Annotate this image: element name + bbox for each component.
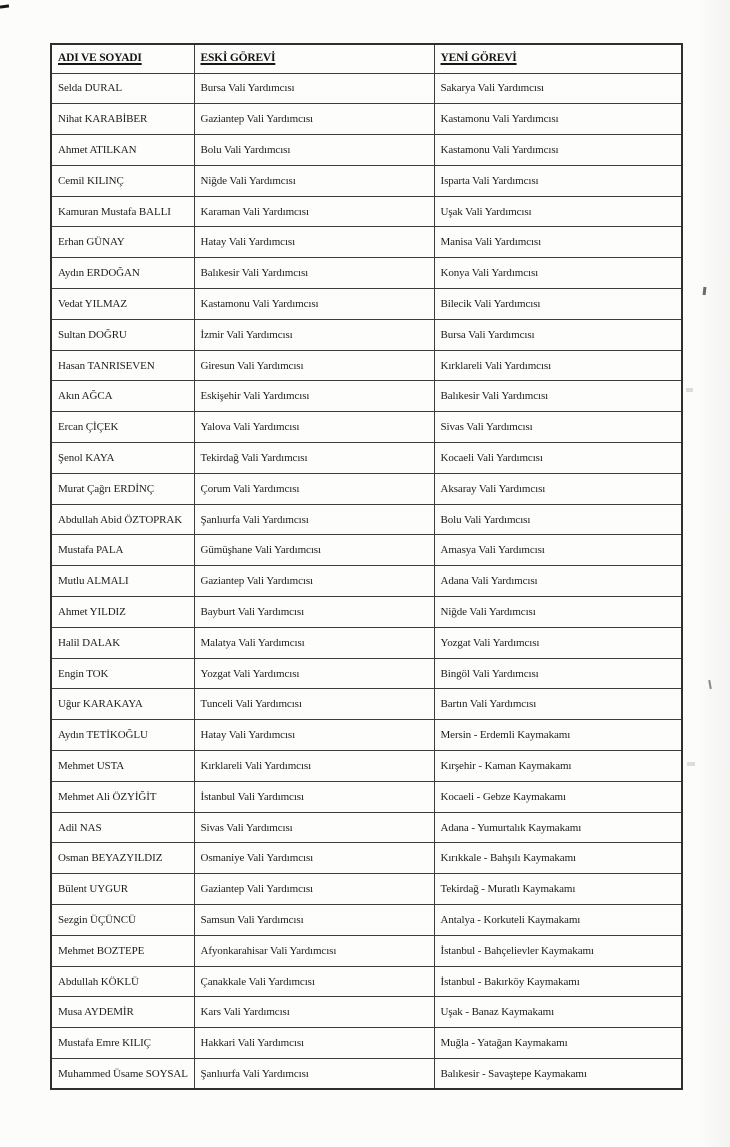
- table-cell-name: Musa AYDEMİR: [51, 997, 194, 1028]
- table-cell-name: Sezgin ÜÇÜNCÜ: [51, 905, 194, 936]
- table-cell-name: Adil NAS: [51, 812, 194, 843]
- table-row: [51, 1059, 682, 1090]
- table-cell-eski-gorevi: Gümüşhane Vali Yardımcısı: [194, 535, 434, 566]
- table-cell-eski-gorevi: Sivas Vali Yardımcısı: [194, 812, 434, 843]
- table-cell-yeni-gorevi: Balıkesir - Savaştepe Kaymakamı: [434, 1059, 682, 1090]
- table-row: [51, 381, 682, 412]
- table-cell-name: Vedat YILMAZ: [51, 289, 194, 320]
- column-header-label: YENİ GÖREVİ: [440, 51, 517, 64]
- table-row: [51, 443, 682, 474]
- table-cell-name: Aydın ERDOĞAN: [51, 258, 194, 289]
- table-cell-yeni-gorevi: Yozgat Vali Yardımcısı: [434, 627, 682, 658]
- table-cell-yeni-gorevi: Sakarya Vali Yardımcısı: [434, 73, 682, 104]
- table-cell-name: Halil DALAK: [51, 627, 194, 658]
- table-cell-eski-gorevi: Bayburt Vali Yardımcısı: [194, 597, 434, 628]
- table-cell-eski-gorevi: Şanlıurfa Vali Yardımcısı: [194, 1059, 434, 1090]
- table-row: [51, 412, 682, 443]
- table-row: [51, 289, 682, 320]
- table-row: [51, 597, 682, 628]
- table-row: [51, 566, 682, 597]
- table-cell-yeni-gorevi: Bolu Vali Yardımcısı: [434, 504, 682, 535]
- table-cell-yeni-gorevi: İstanbul - Bakırköy Kaymakamı: [434, 966, 682, 997]
- column-header-eski-gorevi: [194, 44, 434, 73]
- table-row: [51, 905, 682, 936]
- table-cell-eski-gorevi: Hakkari Vali Yardımcısı: [194, 1028, 434, 1059]
- table-cell-yeni-gorevi: Bilecik Vali Yardımcısı: [434, 289, 682, 320]
- table-cell-yeni-gorevi: Adana - Yumurtalık Kaymakamı: [434, 812, 682, 843]
- table-cell-yeni-gorevi: Muğla - Yatağan Kaymakamı: [434, 1028, 682, 1059]
- table-cell-yeni-gorevi: Sivas Vali Yardımcısı: [434, 412, 682, 443]
- table-cell-yeni-gorevi: Antalya - Korkuteli Kaymakamı: [434, 905, 682, 936]
- table-row: [51, 535, 682, 566]
- table-cell-name: Erhan GÜNAY: [51, 227, 194, 258]
- scan-artifact-top-left: [0, 4, 9, 8]
- table-cell-eski-gorevi: Kırklareli Vali Yardımcısı: [194, 751, 434, 782]
- table-cell-name: Mehmet Ali ÖZYİĞİT: [51, 781, 194, 812]
- table-cell-eski-gorevi: Gaziantep Vali Yardımcısı: [194, 566, 434, 597]
- table-cell-name: Nihat KARABİBER: [51, 104, 194, 135]
- table-cell-name: Mustafa PALA: [51, 535, 194, 566]
- table-cell-yeni-gorevi: Bursa Vali Yardımcısı: [434, 319, 682, 350]
- table-row: [51, 658, 682, 689]
- table-header-row: [51, 44, 682, 73]
- table-cell-name: Şenol KAYA: [51, 443, 194, 474]
- table-row: [51, 319, 682, 350]
- table-cell-name: Abdullah Abid ÖZTOPRAK: [51, 504, 194, 535]
- table-cell-yeni-gorevi: Kocaeli - Gebze Kaymakamı: [434, 781, 682, 812]
- table-cell-name: Engin TOK: [51, 658, 194, 689]
- table-row: [51, 350, 682, 381]
- table-cell-eski-gorevi: Kastamonu Vali Yardımcısı: [194, 289, 434, 320]
- table-row: [51, 104, 682, 135]
- table-cell-eski-gorevi: Şanlıurfa Vali Yardımcısı: [194, 504, 434, 535]
- table-row: [51, 781, 682, 812]
- table-cell-yeni-gorevi: Uşak - Banaz Kaymakamı: [434, 997, 682, 1028]
- table-cell-yeni-gorevi: Kastamonu Vali Yardımcısı: [434, 135, 682, 166]
- table-row: [51, 196, 682, 227]
- table-cell-yeni-gorevi: Uşak Vali Yardımcısı: [434, 196, 682, 227]
- table-cell-name: Uğur KARAKAYA: [51, 689, 194, 720]
- table-cell-yeni-gorevi: Tekirdağ - Muratlı Kaymakamı: [434, 874, 682, 905]
- table-row: [51, 504, 682, 535]
- table-cell-eski-gorevi: Eskişehir Vali Yardımcısı: [194, 381, 434, 412]
- table-cell-name: Mutlu ALMALI: [51, 566, 194, 597]
- table-cell-eski-gorevi: Yozgat Vali Yardımcısı: [194, 658, 434, 689]
- table-cell-name: Mehmet BOZTEPE: [51, 935, 194, 966]
- table-cell-eski-gorevi: Giresun Vali Yardımcısı: [194, 350, 434, 381]
- table-cell-eski-gorevi: Çorum Vali Yardımcısı: [194, 473, 434, 504]
- table-cell-eski-gorevi: Yalova Vali Yardımcısı: [194, 412, 434, 443]
- table-cell-yeni-gorevi: Isparta Vali Yardımcısı: [434, 165, 682, 196]
- table-cell-yeni-gorevi: Kırklareli Vali Yardımcısı: [434, 350, 682, 381]
- table-cell-yeni-gorevi: Kocaeli Vali Yardımcısı: [434, 443, 682, 474]
- table-row: [51, 997, 682, 1028]
- table-cell-eski-gorevi: Karaman Vali Yardımcısı: [194, 196, 434, 227]
- table-row: [51, 227, 682, 258]
- table-cell-yeni-gorevi: Adana Vali Yardımcısı: [434, 566, 682, 597]
- table-cell-name: Kamuran Mustafa BALLI: [51, 196, 194, 227]
- table-cell-name: Sultan DOĞRU: [51, 319, 194, 350]
- table-row: [51, 165, 682, 196]
- table-cell-name: Mehmet USTA: [51, 751, 194, 782]
- table-cell-eski-gorevi: Gaziantep Vali Yardımcısı: [194, 104, 434, 135]
- table-cell-eski-gorevi: Tekirdağ Vali Yardımcısı: [194, 443, 434, 474]
- table-cell-eski-gorevi: Kars Vali Yardımcısı: [194, 997, 434, 1028]
- table-row: [51, 73, 682, 104]
- table-row: [51, 966, 682, 997]
- table-cell-yeni-gorevi: Mersin - Erdemli Kaymakamı: [434, 720, 682, 751]
- table-cell-eski-gorevi: Samsun Vali Yardımcısı: [194, 905, 434, 936]
- table-cell-yeni-gorevi: Niğde Vali Yardımcısı: [434, 597, 682, 628]
- table-cell-name: Osman BEYAZYILDIZ: [51, 843, 194, 874]
- table-cell-name: Selda DURAL: [51, 73, 194, 104]
- table-cell-yeni-gorevi: Kastamonu Vali Yardımcısı: [434, 104, 682, 135]
- table-cell-eski-gorevi: Osmaniye Vali Yardımcısı: [194, 843, 434, 874]
- table-row: [51, 935, 682, 966]
- scan-artifact-right-margin-4: [708, 680, 712, 689]
- table-cell-eski-gorevi: Çanakkale Vali Yardımcısı: [194, 966, 434, 997]
- table-cell-yeni-gorevi: Bingöl Vali Yardımcısı: [434, 658, 682, 689]
- table-cell-yeni-gorevi: İstanbul - Bahçelievler Kaymakamı: [434, 935, 682, 966]
- table-cell-name: Hasan TANRISEVEN: [51, 350, 194, 381]
- table-cell-name: Murat Çağrı ERDİNÇ: [51, 473, 194, 504]
- table-cell-name: Abdullah KÖKLÜ: [51, 966, 194, 997]
- table-row: [51, 874, 682, 905]
- column-header-adi-ve-soyadi: [51, 44, 194, 73]
- column-header-label: ESKİ GÖREVİ: [200, 51, 276, 64]
- table-cell-name: Bülent UYGUR: [51, 874, 194, 905]
- column-header-label: ADI VE SOYADI: [58, 51, 142, 64]
- scan-artifact-right-margin-2: [686, 388, 693, 392]
- table-cell-eski-gorevi: İstanbul Vali Yardımcısı: [194, 781, 434, 812]
- table-cell-eski-gorevi: Bolu Vali Yardımcısı: [194, 135, 434, 166]
- table-cell-name: Ahmet YILDIZ: [51, 597, 194, 628]
- table-cell-eski-gorevi: Malatya Vali Yardımcısı: [194, 627, 434, 658]
- table-cell-yeni-gorevi: Balıkesir Vali Yardımcısı: [434, 381, 682, 412]
- table-row: [51, 720, 682, 751]
- table-cell-yeni-gorevi: Kırıkkale - Bahşılı Kaymakamı: [434, 843, 682, 874]
- table-cell-eski-gorevi: Tunceli Vali Yardımcısı: [194, 689, 434, 720]
- table-cell-yeni-gorevi: Konya Vali Yardımcısı: [434, 258, 682, 289]
- table-cell-eski-gorevi: Hatay Vali Yardımcısı: [194, 227, 434, 258]
- table-cell-eski-gorevi: Hatay Vali Yardımcısı: [194, 720, 434, 751]
- scan-artifact-right-margin-3: [687, 762, 695, 766]
- table-cell-eski-gorevi: Gaziantep Vali Yardımcısı: [194, 874, 434, 905]
- scan-artifact-right-margin-1: [703, 287, 707, 295]
- table-row: [51, 258, 682, 289]
- table-cell-yeni-gorevi: Amasya Vali Yardımcısı: [434, 535, 682, 566]
- table-cell-name: Ahmet ATILKAN: [51, 135, 194, 166]
- table-cell-eski-gorevi: Niğde Vali Yardımcısı: [194, 165, 434, 196]
- table-row: [51, 135, 682, 166]
- table-cell-yeni-gorevi: Bartın Vali Yardımcısı: [434, 689, 682, 720]
- table-row: [51, 812, 682, 843]
- table-row: [51, 473, 682, 504]
- table-cell-name: Mustafa Emre KILIÇ: [51, 1028, 194, 1059]
- table-cell-eski-gorevi: Balıkesir Vali Yardımcısı: [194, 258, 434, 289]
- column-header-yeni-gorevi: [434, 44, 682, 73]
- table-row: [51, 751, 682, 782]
- table-row: [51, 843, 682, 874]
- table-cell-yeni-gorevi: Manisa Vali Yardımcısı: [434, 227, 682, 258]
- table-row: [51, 689, 682, 720]
- table-cell-eski-gorevi: Afyonkarahisar Vali Yardımcısı: [194, 935, 434, 966]
- table-cell-name: Cemil KILINÇ: [51, 165, 194, 196]
- table-cell-name: Akın AĞCA: [51, 381, 194, 412]
- table-cell-name: Ercan ÇİÇEK: [51, 412, 194, 443]
- table-cell-yeni-gorevi: Aksaray Vali Yardımcısı: [434, 473, 682, 504]
- table-row: [51, 1028, 682, 1059]
- table-cell-eski-gorevi: İzmir Vali Yardımcısı: [194, 319, 434, 350]
- table-cell-eski-gorevi: Bursa Vali Yardımcısı: [194, 73, 434, 104]
- table-row: [51, 627, 682, 658]
- appointments-table: [50, 43, 683, 1090]
- table-cell-name: Muhammed Üsame SOYSAL: [51, 1059, 194, 1090]
- table-cell-yeni-gorevi: Kırşehir - Kaman Kaymakamı: [434, 751, 682, 782]
- table-cell-name: Aydın TETİKOĞLU: [51, 720, 194, 751]
